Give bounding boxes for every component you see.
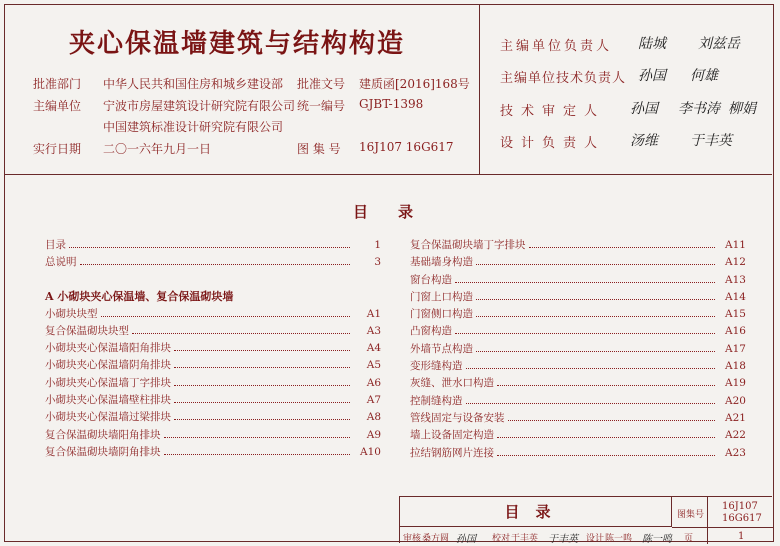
dot-leader: [174, 402, 350, 403]
dot-leader: [164, 437, 351, 438]
toc-entry[interactable]: [45, 323, 381, 340]
signature-tech-1: 孙国: [638, 68, 666, 84]
signature-design-1: 汤维: [630, 133, 658, 149]
toc-entry-title: 凸窗构造: [410, 325, 452, 338]
dot-leader: [174, 419, 350, 420]
signature-review-3: 柳娟: [728, 101, 756, 117]
dot-leader: [69, 247, 350, 248]
toc-right-column: [410, 237, 746, 462]
toc-entry-page: A23: [725, 446, 746, 459]
review-label: 审核: [403, 534, 422, 544]
toc-entry-title: 小砌块夹心保温墙丁字排块: [45, 376, 171, 389]
toc-entry-page: A14: [725, 290, 746, 303]
toc-entry[interactable]: [410, 375, 746, 392]
toc-section-a-heading: A 小砌块夹心保温墙、复合保温砌块墙: [45, 289, 234, 303]
toc-entry[interactable]: [45, 444, 381, 461]
toc-entry[interactable]: [45, 357, 381, 374]
dot-leader: [497, 455, 715, 456]
editor-unit-2: 中国建筑标准设计研究院有限公司: [103, 120, 284, 134]
toc-entry-title: 管线固定与设备安装: [410, 411, 505, 424]
approval-dept: 中华人民共和国住房和城乡建设部: [103, 77, 284, 91]
toc-entry[interactable]: [410, 289, 746, 306]
dot-leader: [466, 368, 716, 369]
toc-entry-title: 复合保温砌块墙丁字排块: [410, 239, 526, 251]
dot-leader: [455, 282, 715, 283]
toc-entry-title: 总说明: [45, 256, 77, 269]
signature-review-1: 孙国: [630, 101, 658, 117]
toc-entry-page: A20: [725, 394, 746, 407]
toc-entry-title: 小砌块夹心保温墙壁柱排块: [45, 394, 171, 407]
toc-entry-page: A9: [366, 428, 381, 441]
toc-entry-page: A5: [366, 359, 381, 372]
toc-entry-title: 小砌块夹心保温墙过梁排块: [45, 411, 171, 424]
toc-entry-page: A18: [725, 360, 746, 373]
signature-chief-1: 陆城: [638, 36, 666, 52]
toc-entry-page: A17: [725, 342, 746, 355]
dot-leader: [529, 247, 716, 248]
checker-signature: 于丰英: [548, 534, 578, 545]
sig-role-review: 技术审定人: [500, 104, 606, 119]
dot-leader: [508, 420, 716, 421]
toc-entry-page: A7: [366, 394, 381, 407]
checker: 于丰英: [511, 534, 539, 544]
toc-entry[interactable]: [45, 237, 381, 254]
signature-review-2: 李书涛: [678, 101, 720, 117]
toc-entry-title: 复合保温砌块墙阴角排块: [45, 445, 161, 458]
toc-entry-title: 灰缝、泄水口构造: [410, 377, 494, 390]
approval-doc-label: 批准文号: [297, 77, 346, 91]
toc-entry-page: A15: [725, 308, 746, 321]
toc-entry[interactable]: [410, 323, 746, 340]
page-title: 夹心保温墙建筑与结构构造: [69, 29, 406, 59]
toc-entry[interactable]: [45, 340, 381, 357]
toc-entry[interactable]: [410, 445, 746, 462]
toc-entry-title: 基础墙身构造: [410, 256, 473, 269]
toc-entry[interactable]: [410, 306, 746, 323]
page-label: 页: [684, 534, 694, 544]
toc-entry[interactable]: [410, 427, 746, 444]
toc-entry-page: A13: [725, 273, 746, 286]
dot-leader: [476, 316, 715, 317]
atlas-no-label: 图 集 号: [297, 142, 341, 156]
impl-date-label: 实行日期: [33, 142, 82, 156]
toc-entry-page: A8: [366, 411, 381, 424]
dot-leader: [455, 333, 715, 334]
sig-role-chief: 主编单位负责人: [500, 39, 613, 54]
toc-entry[interactable]: [45, 392, 381, 409]
toc-entry[interactable]: [410, 237, 746, 254]
signature-design-2: 于丰英: [690, 133, 732, 149]
toc-entry-title: 小砌块夹心保温墙阴角排块: [45, 359, 171, 372]
toc-entry-title: 墙上设备固定构造: [410, 429, 494, 442]
toc-entry-page: 3: [374, 256, 381, 269]
page-number: 1: [738, 531, 745, 542]
toc-entry[interactable]: [410, 254, 746, 271]
toc-entry-title: 控制缝构造: [410, 394, 463, 407]
spacer: [45, 272, 381, 286]
sig-role-design: 设计负责人: [500, 136, 606, 151]
reviewer-signature: 孙国: [456, 534, 476, 545]
toc-entry-title: 变形缝构造: [410, 360, 463, 373]
toc-entry-page: 1: [374, 239, 381, 251]
toc-entry-page: A22: [725, 429, 746, 442]
dot-leader: [497, 437, 715, 438]
atlas-label: 图集号: [677, 510, 705, 520]
toc-entry-title: 窗台构造: [410, 273, 452, 286]
editor-unit-1: 宁波市房屋建筑设计研究院有限公司: [103, 99, 296, 113]
toc-entry[interactable]: [410, 272, 746, 289]
signature-tech-2: 何雄: [690, 68, 718, 84]
toc-entry-title: 拉结钢筋网片连接: [410, 446, 494, 459]
toc-entry-page: A21: [725, 411, 746, 424]
designer: 陈一鸣: [605, 534, 633, 544]
divider: [672, 527, 773, 528]
toc-entry-title: 小砌块块型: [45, 307, 98, 320]
dot-leader: [174, 350, 350, 351]
toc-entry[interactable]: [45, 409, 381, 426]
approval-doc: 建质函[2016]168号: [359, 77, 470, 91]
toc-entry-title: 门窗侧口构造: [410, 308, 473, 321]
atlas-no-2: 16G617: [722, 513, 762, 524]
dot-leader: [80, 264, 351, 265]
dot-leader: [476, 351, 715, 352]
toc-entry[interactable]: [45, 375, 381, 392]
dot-leader: [497, 385, 715, 386]
unified-no-label: 统一编号: [297, 99, 346, 113]
toc-title: 目 录: [353, 203, 414, 221]
toc-section-a-list: [45, 306, 381, 462]
designer-signature: 陈一鸣: [642, 534, 672, 545]
editor-unit-label: 主编单位: [33, 99, 82, 113]
toc-entry-page: A1: [366, 307, 381, 320]
dot-leader: [174, 367, 350, 368]
toc-entry-title: 外墙节点构造: [410, 342, 473, 355]
atlas-no: 16J107 16G617: [359, 140, 454, 154]
dot-leader: [174, 385, 350, 386]
dot-leader: [476, 299, 715, 300]
toc-entry[interactable]: [45, 254, 381, 271]
unified-no: GJBT-1398: [359, 97, 424, 111]
dot-leader: [132, 333, 350, 334]
drawing-frame: [4, 4, 774, 545]
toc-entry[interactable]: [410, 341, 746, 358]
toc-left-column: [45, 237, 381, 461]
toc-entry[interactable]: [410, 410, 746, 427]
toc-entry[interactable]: [45, 427, 381, 444]
dot-leader: [466, 403, 716, 404]
atlas-no-1: 16J107: [722, 501, 758, 512]
header-info-block: [5, 5, 480, 175]
toc-entry-title: 复合保温砌块墙阳角排块: [45, 428, 161, 441]
toc-entry-page: A19: [725, 377, 746, 390]
toc-entry-page: A3: [366, 324, 381, 337]
sig-role-tech: 主编单位技术负责人: [500, 71, 627, 86]
toc-entry[interactable]: [410, 393, 746, 410]
dot-leader: [164, 454, 351, 455]
toc-entry-title: 门窗上口构造: [410, 290, 473, 303]
design-label: 设计: [586, 534, 605, 544]
toc-entry[interactable]: [410, 358, 746, 375]
toc-entry-title: 小砌块夹心保温墙阳角排块: [45, 342, 171, 355]
toc-entry-page: A10: [360, 445, 381, 458]
toc-entry[interactable]: [45, 306, 381, 323]
check-label: 校对: [492, 534, 511, 544]
signature-block: [480, 5, 772, 175]
dot-leader: [101, 316, 351, 317]
approval-dept-label: 批准部门: [33, 77, 82, 91]
toc-entry-page: A11: [725, 239, 746, 251]
toc-entry-title: 复合保温砌块块型: [45, 324, 129, 337]
toc-entry-page: A16: [725, 325, 746, 338]
title-block: [399, 496, 772, 543]
toc-entry-page: A12: [725, 256, 746, 269]
impl-date: 二〇一六年九月一日: [103, 142, 212, 156]
signature-chief-2: 刘兹岳: [698, 36, 740, 52]
toc-entry-title: 目录: [45, 239, 66, 251]
dot-leader: [476, 264, 715, 265]
title-block-name: 目录: [400, 497, 672, 527]
toc-entry-page: A4: [366, 342, 381, 355]
reviewer: 桑方圆: [422, 534, 450, 544]
toc-entry-page: A6: [366, 376, 381, 389]
toc-right-list: [410, 237, 746, 462]
